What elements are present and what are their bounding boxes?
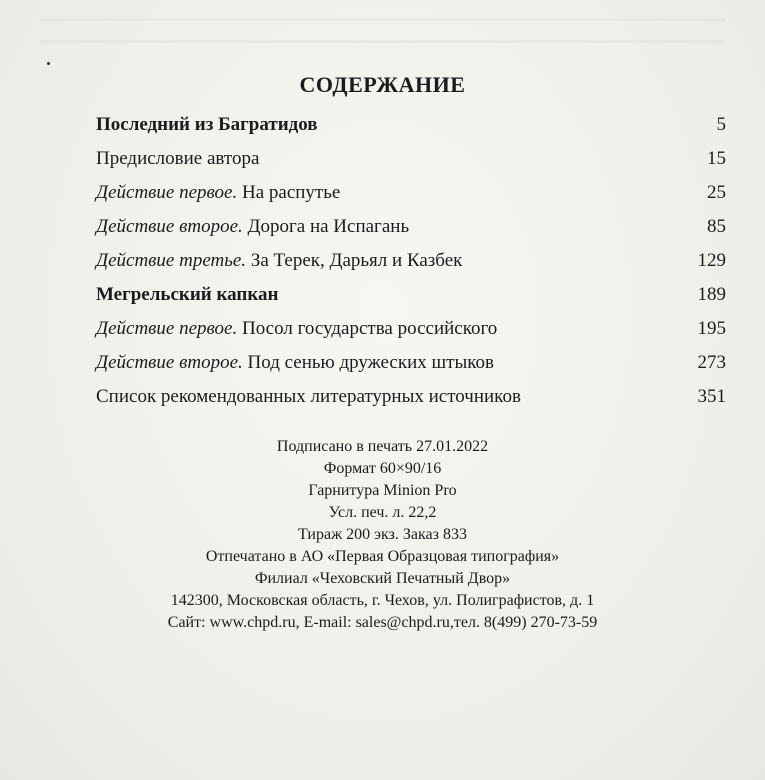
imprint-printer: Отпечатано в АО «Первая Образцовая типография» (205, 548, 560, 565)
toc-entry-title: Под сенью дружеских штыков (242, 352, 494, 373)
toc-entry-page: 195 (697, 318, 726, 339)
toc-entry-label (96, 182, 340, 204)
show-through-line (40, 18, 725, 21)
toc-entry-page: 25 (707, 182, 726, 203)
imprint-block (0, 436, 765, 634)
imprint-format: Формат 60×90/16 (323, 460, 442, 477)
imprint-contacts: Сайт: www.chpd.ru, E-mail: sales@chpd.ru,тел. 8(499) 270-73-59 (167, 614, 598, 631)
toc-entry-page: 85 (707, 216, 726, 237)
toc-entry-title: На распутье (237, 182, 341, 203)
imprint-branch: Филиал «Чеховский Печатный Двор» (254, 570, 511, 587)
toc-entry (96, 216, 726, 250)
toc-entry (96, 386, 726, 420)
toc-entry-label (96, 148, 259, 170)
toc-entry-page: 351 (697, 386, 726, 407)
contents-heading: СОДЕРЖАНИЕ (299, 72, 466, 97)
toc-entry-prefix: Действие второе. (96, 352, 243, 373)
toc-entry-page: 129 (697, 250, 726, 271)
toc-entry-title: Предисловие автора (96, 148, 260, 169)
toc-entry-page: 189 (697, 284, 726, 305)
toc-entry-prefix: Действие второе. (96, 216, 243, 237)
toc-entry-title: Последний из Багратидов (96, 114, 318, 135)
toc-entry-label (96, 284, 278, 306)
toc-entry-title: Дорога на Испагань (242, 216, 410, 237)
ink-speck (47, 62, 50, 65)
toc-entry (96, 114, 726, 148)
toc-entry (96, 148, 726, 182)
toc-entry-title: Мегрельский капкан (96, 284, 279, 305)
toc-entry (96, 182, 726, 216)
imprint-sheets: Усл. печ. л. 22,2 (328, 504, 437, 521)
imprint-address: 142300, Московская область, г. Чехов, ул. Полиграфистов, д. 1 (170, 592, 595, 609)
toc-entry-prefix: Действие первое. (96, 318, 238, 339)
toc-entry-page: 273 (697, 352, 726, 373)
toc-entry (96, 250, 726, 284)
toc-entry-title: За Терек, Дарьял и Казбек (246, 250, 463, 271)
toc-entry-label (96, 114, 318, 136)
show-through-line (40, 40, 725, 43)
imprint-print-run: Тираж 200 экз. Заказ 833 (298, 526, 467, 543)
toc-entry-label (96, 216, 409, 238)
toc-entry-label (96, 318, 497, 340)
toc-entry (96, 284, 726, 318)
toc-entry-page: 5 (716, 114, 726, 135)
imprint-typeface: Гарнитура Minion Pro (308, 482, 457, 499)
toc-entry (96, 352, 726, 386)
toc-entry-label (96, 386, 521, 408)
toc-entry-title: Посол государства российского (237, 318, 498, 339)
toc-entry-label (96, 250, 462, 272)
toc-entry-title: Список рекомендованных литературных источников (96, 386, 521, 407)
toc-entry (96, 318, 726, 352)
toc-entry-prefix: Действие третье. (96, 250, 247, 271)
toc-entry-page: 15 (707, 148, 726, 169)
table-of-contents (96, 114, 726, 420)
toc-entry-prefix: Действие первое. (96, 182, 238, 203)
imprint-signed: Подписано в печать 27.01.2022 (276, 438, 489, 455)
toc-entry-label (96, 352, 494, 374)
